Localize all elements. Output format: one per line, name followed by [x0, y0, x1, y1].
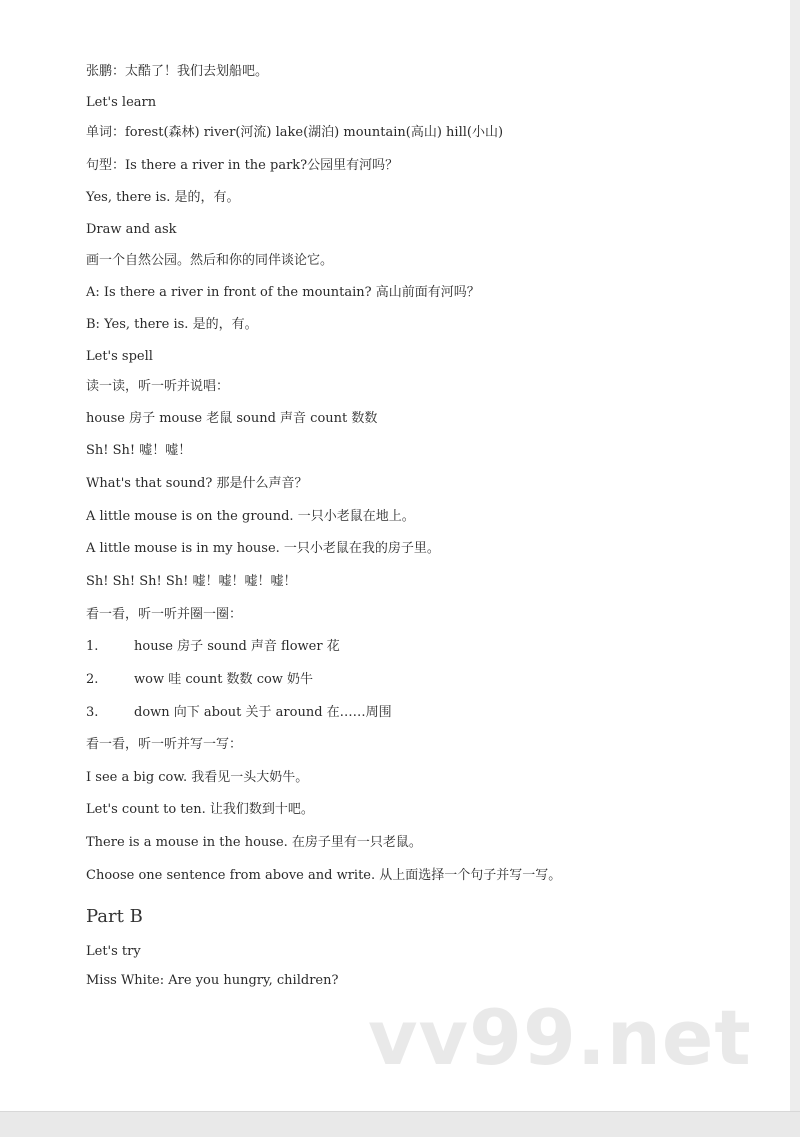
list-number: 1. — [86, 639, 99, 654]
text-line: Let's count to ten. 让我们数到十吧。 — [86, 802, 314, 817]
text-line: A: Is there a river in front of the mountain? 高山前面有河吗？ — [86, 285, 480, 300]
text-line: 画一个自然公园。然后和你的同伴谈论它。 — [86, 253, 334, 268]
section-label: Let's try — [86, 944, 141, 959]
text-line: 句型：Is there a river in the park?公园里有河吗？ — [86, 158, 399, 173]
text-line: 单词：forest(森林) river(河流) lake(湖泊) mountain(高山) hill(小山) — [86, 125, 504, 140]
text-line: There is a mouse in the house. 在房子里有一只老鼠。 — [86, 835, 422, 850]
list-item — [86, 671, 313, 689]
page-edge-scrollbar — [790, 0, 800, 1137]
section-label: Draw and ask — [86, 222, 177, 237]
text-line: Yes, there is. 是的，有。 — [86, 190, 240, 205]
text-line: A little mouse is in my house. 一只小老鼠在我的房子里。 — [86, 541, 440, 556]
text-line: 看一看，听一听并圈一圈： — [86, 607, 243, 622]
list-number: 2. — [86, 672, 99, 687]
text-line: 读一读，听一听并说唱： — [86, 379, 230, 394]
list-text: down 向下 about 关于 around 在……周围 — [134, 705, 392, 720]
text-line: 看一看，听一听并写一写： — [86, 737, 243, 752]
text-line: Miss White: Are you hungry, children? — [86, 973, 339, 988]
bottom-bar — [0, 1111, 800, 1137]
section-heading: Part B — [86, 906, 143, 927]
text-line: 张鹏：太酷了！我们去划船吧。 — [86, 64, 269, 79]
text-line: Sh! Sh! 嘘！嘘！ — [86, 443, 192, 458]
section-label: Let's spell — [86, 349, 153, 364]
text-line: I see a big cow. 我看见一头大奶牛。 — [86, 770, 309, 785]
text-line: What's that sound? 那是什么声音？ — [86, 476, 308, 491]
list-item — [86, 638, 340, 656]
list-text: house 房子 sound 声音 flower 花 — [134, 639, 340, 654]
list-text: wow 哇 count 数数 cow 奶牛 — [134, 672, 314, 687]
list-number: 3. — [86, 705, 99, 720]
section-label: Let's learn — [86, 95, 157, 110]
text-line: house 房子 mouse 老鼠 sound 声音 count 数数 — [86, 411, 378, 426]
list-item — [86, 704, 392, 722]
watermark: vv99.net — [368, 993, 752, 1082]
text-line: Choose one sentence from above and write. 从上面选择一个句子并写一写。 — [86, 868, 562, 883]
text-line: A little mouse is on the ground. 一只小老鼠在地上。 — [86, 509, 415, 524]
text-line: Sh! Sh! Sh! Sh! 嘘！嘘！嘘！嘘！ — [86, 574, 297, 589]
text-line: B: Yes, there is. 是的，有。 — [86, 317, 258, 332]
